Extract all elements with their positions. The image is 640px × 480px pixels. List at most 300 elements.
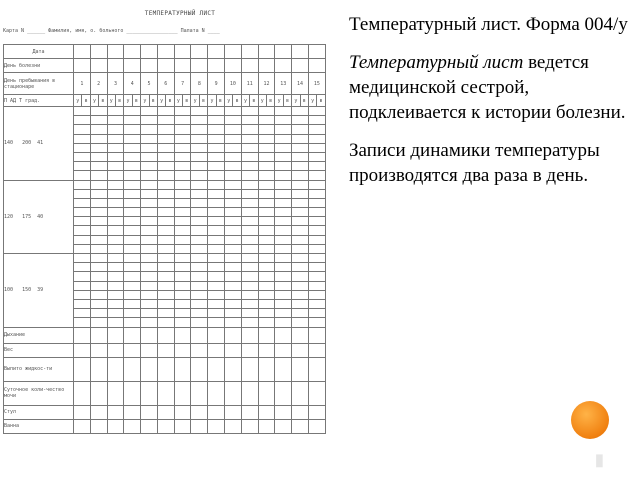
grid-cell: [191, 309, 208, 318]
grid-cell: [292, 381, 309, 405]
grid-cell: [292, 405, 309, 419]
grid-cell: [157, 357, 174, 381]
grid-cell: [225, 226, 242, 235]
grid-cell: [74, 419, 91, 433]
grid-cell: [157, 134, 174, 143]
grid-cell: [258, 45, 275, 59]
grid-cell: [141, 226, 158, 235]
slide-title: Температурный лист. Форма 004/у: [349, 14, 628, 35]
grid-cell: [157, 152, 174, 161]
grid-cell: [157, 290, 174, 299]
time-mark: у: [74, 95, 82, 107]
grid-cell: [292, 327, 309, 343]
grid-cell: [225, 59, 242, 73]
grid-cell: [74, 318, 91, 327]
grid-cell: [74, 290, 91, 299]
grid-cell: [107, 343, 124, 357]
grid-cell: [208, 281, 225, 290]
grid-cell: [141, 290, 158, 299]
grid-cell: [107, 189, 124, 198]
grid-cell: [292, 254, 309, 263]
grid-cell: [275, 143, 292, 152]
scale-pulse: 120: [4, 213, 14, 220]
grid-cell: [157, 180, 174, 189]
grid-cell: [124, 116, 141, 125]
grid-cell: [107, 152, 124, 161]
grid-cell: [90, 208, 107, 217]
grid-cell: [174, 357, 191, 381]
grid-cell: [258, 152, 275, 161]
grid-cell: [141, 116, 158, 125]
grid-cell: [292, 281, 309, 290]
grid-cell: [141, 171, 158, 180]
grid-cell: [275, 198, 292, 207]
grid-cell: [157, 162, 174, 171]
grid-cell: [275, 59, 292, 73]
grid-cell: [191, 107, 208, 116]
grid-cell: [225, 107, 242, 116]
grid-cell: [90, 272, 107, 281]
grid-cell: [292, 208, 309, 217]
grid-cell: [292, 107, 309, 116]
grid-cell: [191, 152, 208, 161]
grid-cell: [208, 152, 225, 161]
grid-cell: [107, 208, 124, 217]
grid-cell: [157, 226, 174, 235]
grid-cell: [174, 263, 191, 272]
grid-cell: [157, 235, 174, 244]
grid-cell: [174, 419, 191, 433]
grid-cell: [157, 327, 174, 343]
grid-cell: [208, 125, 225, 134]
grid-cell: [241, 143, 258, 152]
grid-cell: [275, 244, 292, 253]
grid-cell: [107, 198, 124, 207]
grid-cell: [275, 419, 292, 433]
time-mark: в: [283, 95, 291, 107]
grid-cell: [191, 189, 208, 198]
grid-cell: [208, 254, 225, 263]
grid-cell: [90, 381, 107, 405]
grid-cell: [107, 116, 124, 125]
grid-cell: [141, 143, 158, 152]
grid-cell: [174, 45, 191, 59]
grid-cell: [225, 162, 242, 171]
day-number: 12: [258, 73, 275, 95]
watermark: ▮: [595, 452, 604, 469]
grid-cell: [292, 299, 309, 308]
time-mark: в: [149, 95, 157, 107]
grid-cell: [191, 343, 208, 357]
grid-cell: [241, 244, 258, 253]
grid-cell: [141, 343, 158, 357]
time-mark: у: [141, 95, 149, 107]
grid-cell: [241, 235, 258, 244]
grid-cell: [107, 419, 124, 433]
scale-pressure: 150: [22, 287, 32, 294]
time-mark: в: [266, 95, 274, 107]
grid-cell: [174, 171, 191, 180]
time-mark: в: [166, 95, 174, 107]
grid-cell: [174, 162, 191, 171]
grid-cell: [90, 254, 107, 263]
row-label-hospital-day: День пребывания в стационаре: [4, 73, 74, 95]
grid-cell: [275, 272, 292, 281]
grid-cell: [90, 198, 107, 207]
grid-cell: [292, 318, 309, 327]
grid-cell: [258, 217, 275, 226]
decorative-circle: [571, 401, 609, 439]
grid-cell: [258, 272, 275, 281]
grid-cell: [157, 318, 174, 327]
grid-cell: [308, 318, 325, 327]
grid-cell: [174, 272, 191, 281]
grid-cell: [157, 107, 174, 116]
grid-cell: [124, 152, 141, 161]
grid-cell: [308, 405, 325, 419]
grid-cell: [141, 272, 158, 281]
day-number: 8: [191, 73, 208, 95]
scale-temperature: 41: [37, 140, 44, 147]
grid-cell: [191, 263, 208, 272]
grid-cell: [275, 45, 292, 59]
grid-cell: [174, 107, 191, 116]
grid-cell: [225, 45, 242, 59]
grid-cell: [157, 244, 174, 253]
grid-cell: [225, 143, 242, 152]
grid-cell: [107, 263, 124, 272]
grid-cell: [308, 143, 325, 152]
grid-cell: [191, 281, 208, 290]
grid-cell: [208, 381, 225, 405]
grid-cell: [292, 171, 309, 180]
grid-cell: [241, 405, 258, 419]
grid-cell: [107, 327, 124, 343]
grid-cell: [191, 59, 208, 73]
grid-cell: [225, 152, 242, 161]
grid-cell: [90, 116, 107, 125]
time-mark: в: [132, 95, 140, 107]
day-number: 1: [74, 73, 91, 95]
grid-cell: [308, 189, 325, 198]
grid-cell: [124, 299, 141, 308]
grid-cell: [107, 235, 124, 244]
time-mark: в: [82, 95, 90, 107]
time-mark: в: [233, 95, 241, 107]
grid-cell: [208, 116, 225, 125]
grid-cell: [308, 208, 325, 217]
grid-cell: [157, 116, 174, 125]
day-number: 7: [174, 73, 191, 95]
grid-cell: [308, 281, 325, 290]
grid-cell: [225, 189, 242, 198]
grid-cell: [124, 272, 141, 281]
grid-cell: [292, 116, 309, 125]
grid-cell: [141, 45, 158, 59]
grid-cell: [258, 405, 275, 419]
grid-cell: [208, 419, 225, 433]
grid-cell: [174, 327, 191, 343]
grid-cell: [141, 180, 158, 189]
grid-cell: [241, 180, 258, 189]
grid-cell: [241, 299, 258, 308]
grid-cell: [208, 45, 225, 59]
grid-cell: [74, 125, 91, 134]
time-mark: у: [208, 95, 216, 107]
grid-cell: [292, 45, 309, 59]
grid-cell: [90, 162, 107, 171]
grid-cell: [292, 235, 309, 244]
grid-cell: [157, 143, 174, 152]
grid-cell: [292, 343, 309, 357]
grid-cell: [124, 244, 141, 253]
grid-cell: [275, 208, 292, 217]
day-number: 9: [208, 73, 225, 95]
grid-cell: [141, 59, 158, 73]
paragraph-1: [349, 50, 629, 125]
grid-cell: [157, 299, 174, 308]
grid-cell: [241, 327, 258, 343]
grid-cell: [258, 343, 275, 357]
grid-cell: [174, 299, 191, 308]
grid-cell: [208, 180, 225, 189]
grid-cell: [157, 198, 174, 207]
grid-cell: [241, 318, 258, 327]
time-mark: в: [183, 95, 191, 107]
grid-cell: [90, 327, 107, 343]
grid-cell: [174, 125, 191, 134]
grid-cell: [74, 198, 91, 207]
grid-cell: [258, 180, 275, 189]
grid-cell: [174, 208, 191, 217]
grid-cell: [308, 299, 325, 308]
grid-cell: [107, 405, 124, 419]
grid-cell: [74, 143, 91, 152]
grid-cell: [191, 357, 208, 381]
grid-cell: [141, 281, 158, 290]
grid-cell: [275, 180, 292, 189]
day-number: 10: [225, 73, 242, 95]
grid-cell: [174, 343, 191, 357]
grid-cell: [308, 59, 325, 73]
scale-temperature: 40: [37, 213, 44, 220]
grid-cell: [124, 217, 141, 226]
grid-cell: [90, 290, 107, 299]
grid-cell: [157, 272, 174, 281]
grid-cell: [208, 327, 225, 343]
grid-cell: [174, 198, 191, 207]
grid-cell: [225, 299, 242, 308]
grid-cell: [241, 343, 258, 357]
grid-cell: [225, 419, 242, 433]
temperature-grid: [3, 44, 326, 434]
grid-cell: [292, 244, 309, 253]
grid-cell: [292, 263, 309, 272]
grid-cell: [241, 162, 258, 171]
grid-cell: [225, 381, 242, 405]
scale-pressure: 200: [22, 140, 32, 147]
grid-cell: [107, 357, 124, 381]
grid-cell: [225, 281, 242, 290]
grid-cell: [241, 309, 258, 318]
grid-cell: [141, 235, 158, 244]
grid-cell: [124, 419, 141, 433]
grid-cell: [74, 235, 91, 244]
grid-cell: [124, 162, 141, 171]
grid-cell: [174, 180, 191, 189]
grid-cell: [241, 263, 258, 272]
grid-cell: [208, 143, 225, 152]
grid-cell: [141, 318, 158, 327]
row-label-bath: Ванна: [4, 419, 74, 433]
grid-cell: [308, 263, 325, 272]
grid-cell: [275, 152, 292, 161]
time-mark: у: [275, 95, 283, 107]
grid-cell: [208, 263, 225, 272]
grid-cell: [107, 162, 124, 171]
grid-cell: [90, 107, 107, 116]
grid-cell: [258, 171, 275, 180]
grid-cell: [174, 309, 191, 318]
grid-cell: [292, 226, 309, 235]
row-label-breathing: Дыхание: [4, 327, 74, 343]
grid-cell: [225, 217, 242, 226]
grid-cell: [225, 134, 242, 143]
grid-cell: [258, 134, 275, 143]
grid-cell: [241, 152, 258, 161]
time-mark: у: [308, 95, 316, 107]
grid-cell: [275, 357, 292, 381]
grid-cell: [191, 272, 208, 281]
grid-cell: [191, 235, 208, 244]
grid-cell: [308, 235, 325, 244]
time-mark: у: [90, 95, 98, 107]
row-label-date: Дата: [4, 45, 74, 59]
grid-cell: [292, 419, 309, 433]
grid-cell: [258, 318, 275, 327]
time-mark: у: [258, 95, 266, 107]
grid-cell: [124, 208, 141, 217]
grid-cell: [124, 290, 141, 299]
day-number: 2: [90, 73, 107, 95]
paragraph-1-emphasis: Температурный лист: [349, 52, 524, 73]
grid-cell: [90, 226, 107, 235]
grid-cell: [74, 254, 91, 263]
grid-cell: [141, 327, 158, 343]
day-number: 4: [124, 73, 141, 95]
grid-cell: [124, 263, 141, 272]
grid-cell: [241, 45, 258, 59]
row-label-scale-header: П АД Т град.: [4, 95, 74, 107]
grid-cell: [141, 208, 158, 217]
grid-cell: [157, 59, 174, 73]
grid-cell: [191, 208, 208, 217]
grid-cell: [225, 290, 242, 299]
grid-cell: [124, 235, 141, 244]
time-mark: у: [157, 95, 165, 107]
grid-cell: [174, 235, 191, 244]
grid-cell: [208, 198, 225, 207]
time-mark: у: [292, 95, 300, 107]
paragraph-2: Записи динамики температуры производятся два раза в день.: [349, 140, 600, 186]
grid-cell: [124, 343, 141, 357]
grid-cell: [225, 343, 242, 357]
grid-cell: [275, 263, 292, 272]
row-label-urine: Суточное коли-чество мочи: [4, 381, 74, 405]
grid-cell: [275, 107, 292, 116]
grid-cell: [191, 180, 208, 189]
grid-cell: [275, 343, 292, 357]
grid-cell: [208, 226, 225, 235]
grid-cell: [275, 235, 292, 244]
grid-cell: [225, 272, 242, 281]
grid-cell: [191, 116, 208, 125]
scale-pulse: 140: [4, 140, 14, 147]
grid-cell: [308, 45, 325, 59]
time-mark: в: [317, 95, 325, 107]
grid-cell: [191, 381, 208, 405]
grid-cell: [208, 299, 225, 308]
grid-cell: [208, 244, 225, 253]
grid-cell: [208, 235, 225, 244]
grid-cell: [292, 309, 309, 318]
grid-cell: [275, 405, 292, 419]
time-mark: у: [124, 95, 132, 107]
day-number: 14: [292, 73, 309, 95]
grid-cell: [275, 327, 292, 343]
grid-cell: [174, 143, 191, 152]
time-mark: в: [99, 95, 107, 107]
grid-cell: [174, 244, 191, 253]
grid-cell: [124, 318, 141, 327]
form-header-line: Карта N ______ Фамилия, имя, о. больного _________________ Палата N ____: [3, 28, 220, 34]
grid-cell: [141, 357, 158, 381]
grid-cell: [74, 299, 91, 308]
grid-cell: [141, 299, 158, 308]
grid-cell: [90, 343, 107, 357]
grid-cell: [308, 272, 325, 281]
grid-cell: [258, 226, 275, 235]
grid-cell: [308, 134, 325, 143]
grid-cell: [292, 357, 309, 381]
grid-cell: [191, 198, 208, 207]
grid-cell: [107, 59, 124, 73]
grid-cell: [124, 198, 141, 207]
grid-cell: [107, 290, 124, 299]
grid-cell: [241, 272, 258, 281]
grid-cell: [74, 226, 91, 235]
grid-cell: [90, 309, 107, 318]
grid-cell: [258, 419, 275, 433]
grid-cell: [191, 299, 208, 308]
grid-cell: [157, 419, 174, 433]
grid-cell: [74, 116, 91, 125]
grid-cell: [74, 381, 91, 405]
grid-cell: [107, 45, 124, 59]
grid-cell: [124, 254, 141, 263]
row-label-stool: Стул: [4, 405, 74, 419]
grid-cell: [74, 180, 91, 189]
scale-label: [4, 107, 74, 181]
scale-temperature: 39: [37, 287, 44, 294]
grid-cell: [74, 59, 91, 73]
grid-cell: [191, 244, 208, 253]
grid-cell: [74, 263, 91, 272]
grid-cell: [141, 107, 158, 116]
grid-cell: [275, 309, 292, 318]
grid-cell: [191, 290, 208, 299]
grid-cell: [157, 189, 174, 198]
